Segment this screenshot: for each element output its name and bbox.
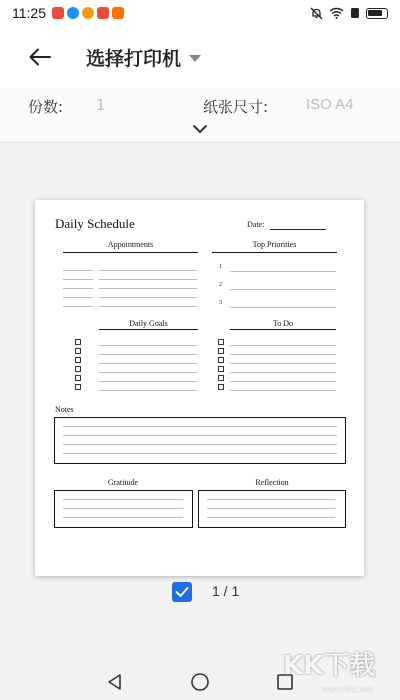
- doc-title: Daily Schedule: [55, 216, 135, 231]
- notification-icon: [112, 7, 124, 19]
- page-count: 1 / 1: [212, 583, 240, 599]
- nav-back-button[interactable]: [105, 672, 125, 692]
- priority-number: 1: [219, 264, 222, 270]
- watermark-url: www.kkx.net: [322, 685, 374, 694]
- print-preview-page[interactable]: [35, 200, 364, 576]
- notification-icon: [97, 7, 109, 19]
- priority-line: [230, 307, 336, 308]
- gratitude-heading: Gratitude: [107, 478, 139, 487]
- checkmark-icon: [175, 586, 189, 598]
- status-time: 11:25: [12, 5, 46, 21]
- gratitude-box: [54, 490, 193, 528]
- notification-icon: [67, 7, 79, 19]
- sim-icon: [350, 7, 360, 19]
- printer-title: 选择打印机: [86, 47, 182, 70]
- mute-bell-icon: [310, 7, 323, 20]
- priority-number: 3: [219, 300, 222, 306]
- priority-line: [230, 289, 336, 290]
- divider: [230, 329, 336, 330]
- divider: [99, 329, 198, 330]
- reflection-box: [198, 490, 346, 528]
- paper-size-select[interactable]: ISO A4: [306, 96, 354, 113]
- date-line: [270, 229, 326, 230]
- priority-line: [230, 271, 336, 272]
- status-icons: [310, 7, 388, 20]
- triangle-back-icon: [105, 672, 125, 692]
- copies-input[interactable]: 1: [96, 96, 106, 114]
- expand-settings-button[interactable]: [190, 121, 210, 135]
- nav-home-button[interactable]: [190, 672, 210, 692]
- battery-icon: [366, 8, 388, 19]
- divider: [212, 252, 337, 253]
- top-priorities-heading: Top Priorities: [252, 240, 297, 249]
- back-button[interactable]: [20, 37, 60, 77]
- doc-date-label: Date:: [247, 220, 265, 229]
- paper-size-label: 纸张尺寸:: [203, 98, 269, 116]
- app-header: [0, 26, 400, 88]
- printer-selector[interactable]: [86, 44, 201, 71]
- divider: [63, 252, 198, 253]
- notes-heading: Notes: [55, 405, 74, 414]
- wifi-icon: [329, 7, 344, 19]
- priority-number: 2: [219, 282, 222, 288]
- to-do-heading: To Do: [272, 319, 294, 328]
- arrow-left-icon: [29, 48, 51, 66]
- notification-icon: [52, 7, 64, 19]
- notes-box: [54, 417, 346, 464]
- daily-goals-heading: Daily Goals: [129, 319, 168, 328]
- copies-label: 份数:: [28, 98, 64, 116]
- circle-home-icon: [190, 672, 210, 692]
- page-select-checkbox[interactable]: [172, 582, 192, 602]
- watermark-logo: KK下载: [283, 651, 376, 681]
- notification-icon: [82, 7, 94, 19]
- reflection-heading: Reflection: [255, 478, 289, 487]
- appointments-heading: Appointments: [107, 240, 154, 249]
- print-settings-panel: [0, 88, 400, 143]
- caret-down-icon: [189, 55, 201, 62]
- status-bar: [0, 0, 400, 26]
- chevron-down-icon: [190, 122, 210, 136]
